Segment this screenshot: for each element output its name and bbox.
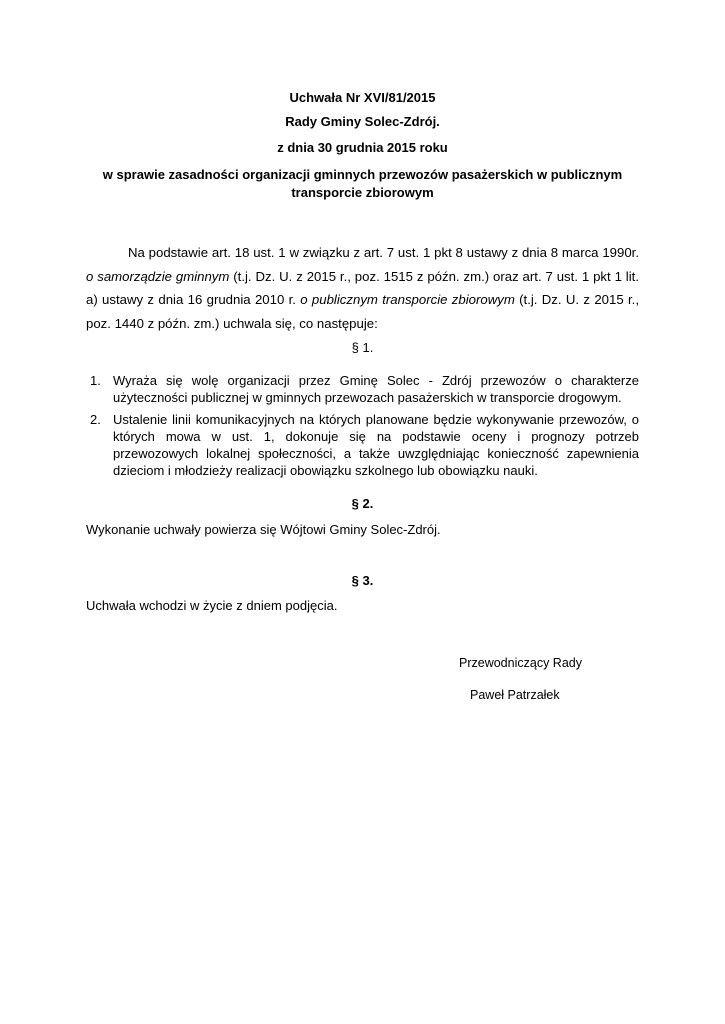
list-item-number: 1. (90, 373, 101, 388)
section1-heading: § 1. (351, 340, 374, 355)
section2-text: Wykonanie uchwały powierza się Wójtowi Gminy Solec-Zdrój. (86, 522, 441, 537)
list-item-text: Wyraża się wolę organizacji przez Gminę Solec - Zdrój przewozów o charakterze użyteczności publicznej w gminnych przewozach pasażerskich w transporcie drogowym. (113, 373, 639, 405)
resolution-date: z dnia 30 grudnia 2015 roku (277, 140, 448, 155)
section3-text: Uchwała wchodzi w życie z dniem podjęcia. (86, 598, 338, 613)
preamble-part3: (t.j. Dz. U. z 2015 r., poz. 1440 z późn. zm.) uchwala się, co następuje: (86, 292, 639, 331)
preamble-italic1: o samorządzie gminnym (86, 268, 230, 284)
resolution-council: Rady Gminy Solec-Zdrój. (285, 114, 440, 129)
section1-points (86, 372, 639, 484)
section3-heading: § 3. (351, 573, 374, 588)
signature-name: Paweł Patrzałek (470, 688, 560, 702)
signature-role: Przewodniczący Rady (459, 656, 582, 670)
preamble-paragraph (86, 241, 639, 335)
section2-heading: § 2. (351, 496, 374, 511)
resolution-subject: w sprawie zasadności organizacji gminnych przewozów pasażerskich w publicznym transporcie zbiorowym (102, 167, 623, 200)
list-item (86, 411, 639, 479)
resolution-title: Uchwała Nr XVI/81/2015 (289, 90, 436, 105)
list-item-text: Ustalenie linii komunikacyjnych na których planowane będzie wykonywanie przewozów, o których mowa w ust. 1, dokonuje się na podstawie oceny i prognozy potrzeb przewozowych lokalnej społeczności, a także uwzględniając konieczność zapewnienia dzieciom i młodzieży realizacji obowiązku szkolnego lub obowiązku nauki. (113, 412, 639, 478)
preamble-part2: (t.j. Dz. U. z 2015 r., poz. 1515 z późn. zm.) oraz art. 7 ust. 1 pkt 1 lit. a) ustawy z dnia 16 grudnia 2010 r. (86, 268, 639, 307)
list-item-number: 2. (90, 412, 101, 427)
preamble-part1: Na podstawie art. 18 ust. 1 w związku z art. 7 ust. 1 pkt 8 ustawy z dnia 8 marca 1990r. (128, 245, 639, 260)
preamble-italic2: o publicznym transporcie zbiorowym (300, 292, 515, 307)
list-item (86, 372, 639, 406)
